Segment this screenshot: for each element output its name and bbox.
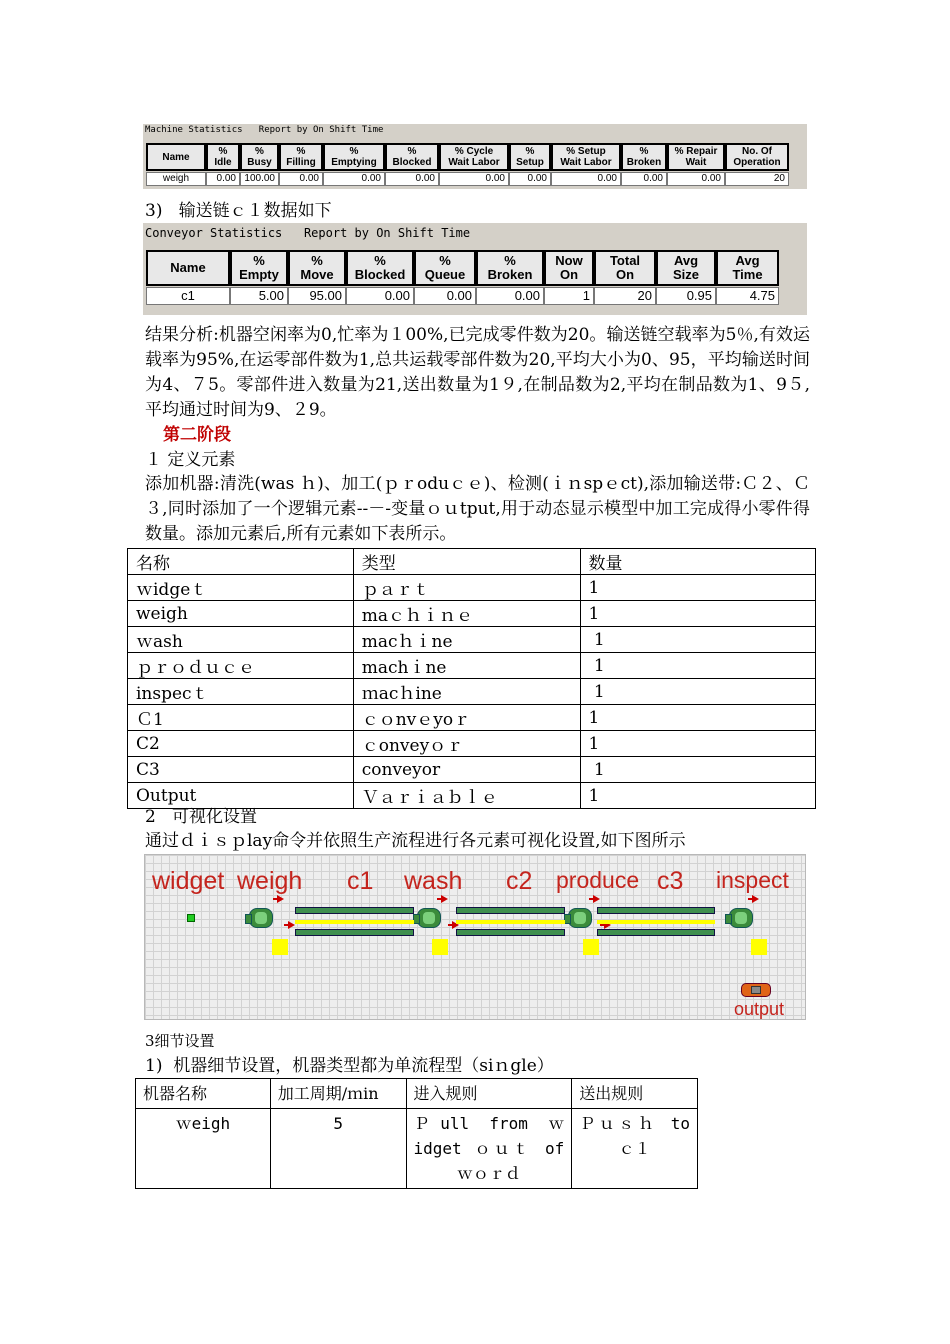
element-type: ｐａｒｔ — [353, 575, 580, 601]
mhdr-value-8: 0.00 — [551, 172, 621, 186]
conveyor-c1-top — [295, 907, 414, 914]
mhdr-value-10: 0.00 — [667, 172, 725, 186]
conveyor-c2-bottom — [456, 929, 565, 936]
mhdr-value-6: 0.00 — [439, 172, 509, 186]
chdr-value-5: 0.00 — [476, 287, 544, 305]
detail-subheading: 1) 机器细节设置，机器类型都为单流程型（siｎgle） — [145, 1056, 554, 1076]
element-name: C2 — [128, 731, 354, 757]
label-c3: c3 — [657, 867, 684, 895]
mhdr-header-0: Name — [146, 143, 206, 171]
element-row — [128, 575, 816, 601]
label-weigh: weigh — [237, 867, 303, 895]
header-count: 数量 — [580, 549, 815, 575]
label-produce: produce — [556, 867, 640, 893]
label-output: output — [734, 999, 785, 1019]
label-wash: wash — [404, 867, 463, 895]
mhdr-header-1: % Idle — [206, 143, 240, 171]
conveyor-statistics-report — [143, 223, 807, 315]
detail-header-machine: 机器名称 — [136, 1079, 271, 1109]
element-row — [128, 627, 816, 653]
chdr-header-0: Name — [146, 250, 230, 286]
element-row — [128, 731, 816, 757]
viz-heading: 2 可视化设置 — [145, 807, 258, 827]
chdr-header-6: Now On — [544, 250, 594, 286]
element-type: machｉne — [353, 653, 580, 679]
buffer-weigh-marker — [272, 939, 288, 955]
chdr-header-8: Avg Size — [656, 250, 716, 286]
chdr-header-4: % Queue — [414, 250, 476, 286]
mhdr-value-7: 0.00 — [509, 172, 551, 186]
mhdr-header-4: % Emptying — [323, 143, 385, 171]
element-row — [128, 653, 816, 679]
buffer-produce-marker — [583, 939, 599, 955]
detail-header-row — [136, 1079, 698, 1109]
element-row — [128, 679, 816, 705]
detail-header-input-rule: 进入规则 — [406, 1079, 572, 1109]
label-c1: c1 — [347, 867, 374, 895]
arrow-out-weigh-icon — [277, 895, 284, 903]
section3-heading: 3) 输送链ｃ１数据如下 — [145, 201, 332, 221]
element-name: ｐｒｏｄｕｃｅ — [128, 653, 354, 679]
viz-paragraph: 通过ｄｉｓｐlay命令并依照生产流程进行各元素可视化设置,如下图所示 — [145, 831, 686, 851]
mhdr-header-8: % Setup Wait Labor — [551, 143, 621, 171]
machine-wash-icon — [417, 908, 441, 928]
detail-row-weigh — [136, 1109, 698, 1189]
arrow-in-c1-icon — [288, 921, 295, 929]
element-row — [128, 757, 816, 783]
output-variable-inner — [751, 986, 761, 994]
label-c2: c2 — [506, 867, 533, 895]
element-type: ｃonveyｏｒ — [353, 731, 580, 757]
detail-output-rule: Ｐｕｓｈ to ｃ１ — [572, 1109, 698, 1189]
chdr-header-2: % Move — [288, 250, 346, 286]
element-name: Output — [128, 783, 354, 809]
detail-header-cycle: 加工周期/ｍin — [270, 1079, 406, 1109]
element-name: ｗidgeｔ — [128, 575, 354, 601]
chdr-value-3: 0.00 — [346, 287, 414, 305]
element-count: 1 — [580, 575, 815, 601]
mhdr-value-0: weigh — [146, 172, 206, 186]
arrow-out-produce-icon — [593, 895, 600, 903]
detail-heading: 3细节设置 — [145, 1032, 215, 1050]
detail-header-output-rule: 送出规则 — [572, 1079, 698, 1109]
chdr-header-3: % Blocked — [346, 250, 414, 286]
detail-cycle-time: 5 — [270, 1109, 406, 1189]
element-row — [128, 705, 816, 731]
mhdr-value-2: 100.00 — [240, 172, 279, 186]
chdr-header-5: % Broken — [476, 250, 544, 286]
chdr-header-9: Avg Time — [716, 250, 779, 286]
define-heading: １ 定义元素 — [145, 450, 236, 470]
element-count: 1 — [580, 627, 815, 653]
simulation-layout — [144, 854, 806, 1020]
chdr-header-1: % Empty — [230, 250, 288, 286]
define-paragraph: 添加机器:清洗(was ｈ)、加工(ｐｒoduｃｅ)、检测(ｉｎspｅct),添加输送带:Ｃ２、Ｃ３,同时添加了一个逻辑元素--－-变量ｏｕtput,用于动态显示模型中加工完成得小零件得数量。添加元素后,所有元素如下表所示。 — [145, 474, 810, 544]
mhdr-header-9: % Broken — [621, 143, 667, 171]
chdr-value-1: 5.00 — [230, 287, 288, 305]
chdr-value-7: 20 — [594, 287, 656, 305]
conveyor-c3-path — [597, 920, 715, 924]
machine-inspect-icon — [729, 908, 753, 928]
mhdr-header-6: % Cycle Wait Labor — [439, 143, 509, 171]
buffer-inspect-marker — [751, 939, 767, 955]
chdr-value-8: 0.95 — [656, 287, 716, 305]
element-type: macｈｉne — [353, 627, 580, 653]
chdr-header-7: Total On — [594, 250, 656, 286]
machine-statistics-report — [143, 124, 807, 189]
label-widget: widget — [152, 867, 225, 895]
element-name: C3 — [128, 757, 354, 783]
element-count: 1 — [580, 783, 815, 809]
mhdr-value-9: 0.00 — [621, 172, 667, 186]
output-variable-icon — [741, 983, 771, 997]
mhdr-value-4: 0.00 — [323, 172, 385, 186]
element-table — [127, 548, 816, 809]
chdr-value-4: 0.00 — [414, 287, 476, 305]
conveyor-c2-path — [456, 920, 565, 924]
machine-report-caption: Machine Statistics Report by On Shift Time — [145, 125, 384, 135]
buffer-wash-marker — [432, 939, 448, 955]
machine-weigh-icon — [249, 908, 273, 928]
conveyor-c2-top — [456, 907, 565, 914]
analysis-paragraph: 结果分析:机器空闲率为0,忙率为１00%,已完成零件数为20。输送链空载率为5％,有效运载率为95%,在运零部件数为1,总共运载零部件数为20,平均大小为0、95，平均输送时间为4、７5。零部件进入数量为21,送出数量为1９,在制品数为2,平均在制品数为1、9５,平均通过时间为9、２9。 — [145, 325, 810, 420]
element-table-header — [128, 549, 816, 575]
element-type: ｃｏnvｅyoｒ — [353, 705, 580, 731]
conveyor-report-caption: Conveyor Statistics Report by On Shift Time — [145, 226, 471, 240]
mhdr-value-3: 0.00 — [279, 172, 323, 186]
widget-source-icon — [187, 914, 195, 922]
mhdr-header-2: % Busy — [240, 143, 279, 171]
element-name: ｗash — [128, 627, 354, 653]
element-count: 1 — [580, 757, 815, 783]
element-type: conveyor — [353, 757, 580, 783]
arrow-out-wash-icon — [441, 895, 448, 903]
element-type: maｃｈｉｎｅ — [353, 601, 580, 627]
header-type: 类型 — [353, 549, 580, 575]
header-name: 名称 — [128, 549, 354, 575]
mhdr-header-10: % Repair Wait — [667, 143, 725, 171]
mhdr-value-1: 0.00 — [206, 172, 240, 186]
element-name: Ｃ1 — [128, 705, 354, 731]
chdr-value-2: 95.00 — [288, 287, 346, 305]
machine-produce-icon — [568, 908, 592, 928]
mhdr-value-11: 20 — [725, 172, 789, 186]
stage2-title: 第二阶段 — [163, 425, 231, 445]
chdr-value-6: 1 — [544, 287, 594, 305]
element-count: 1 — [580, 653, 815, 679]
mhdr-header-3: % Filling — [279, 143, 323, 171]
element-name: inspecｔ — [128, 679, 354, 705]
element-type: ｍacｈine — [353, 679, 580, 705]
chdr-value-0: c1 — [146, 287, 230, 305]
arrow-out-inspect-icon — [752, 895, 759, 903]
conveyor-c3-top — [597, 907, 715, 914]
label-inspect: inspect — [716, 867, 789, 893]
conveyor-c1-path — [295, 920, 414, 924]
mhdr-header-11: No. Of Operation — [725, 143, 789, 171]
element-count: 1 — [580, 601, 815, 627]
detail-input-rule: Ｐull from ｗidget ｏｕｔ of ｗｏｒｄ — [406, 1109, 572, 1189]
element-count: 1 — [580, 679, 815, 705]
element-name: weigh — [128, 601, 354, 627]
element-count: 1 — [580, 705, 815, 731]
conveyor-c3-bottom — [597, 929, 715, 936]
conveyor-c1-bottom — [295, 929, 414, 936]
chdr-value-9: 4.75 — [716, 287, 779, 305]
mhdr-header-7: % Setup — [509, 143, 551, 171]
machine-detail-table — [135, 1078, 698, 1189]
mhdr-value-5: 0.00 — [385, 172, 439, 186]
element-count: 1 — [580, 731, 815, 757]
element-type: Ｖａｒｉａｂｌｅ — [353, 783, 580, 809]
element-row — [128, 601, 816, 627]
mhdr-header-5: % Blocked — [385, 143, 439, 171]
detail-machine-name: ｗeigh — [136, 1109, 271, 1189]
